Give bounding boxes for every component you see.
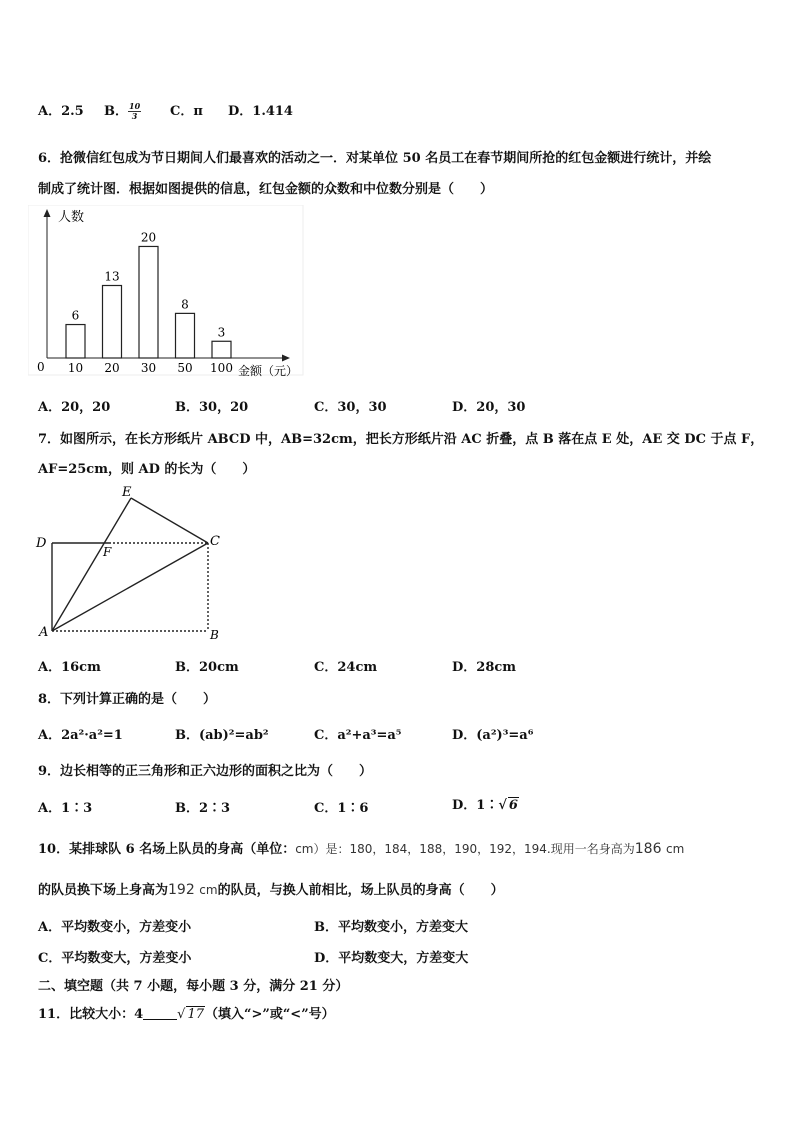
x-tick-label: 50 — [177, 361, 193, 375]
bar — [176, 313, 195, 358]
q7-option-c: C．24cm — [314, 660, 378, 675]
origin-label: 0 — [37, 360, 45, 374]
q5-option-a: A．2.5 — [38, 104, 84, 119]
label-d: D — [36, 536, 47, 551]
segment-ec — [131, 498, 208, 543]
x-axis-arrow — [282, 355, 290, 362]
data-label: 20 — [140, 230, 157, 245]
q11-suffix: （填入“>”或“<”号） — [204, 1007, 335, 1022]
unit-cm: cm — [295, 842, 314, 856]
fraction-denominator: 3 — [131, 111, 138, 121]
q9-stem: 9．边长相等的正三角形和正六边形的面积之比为（ ） — [38, 764, 373, 779]
label-a: A — [39, 625, 49, 640]
height-value: 192 — [168, 882, 195, 898]
bar — [139, 246, 158, 358]
radicand: 6 — [508, 798, 518, 813]
x-tick-label: 10 — [67, 361, 84, 375]
q6-stem-line2: 制成了统计图．根据如图提供的信息，红包金额的众数和中位数分别是（ ） — [38, 182, 494, 197]
y-axis-label: 人数 — [58, 210, 85, 225]
x-tick-label: 20 — [104, 361, 120, 375]
diagonal-ac — [52, 543, 208, 631]
sqrt-expression: √ 6 — [498, 798, 518, 813]
rectangle-fold-diagram — [30, 482, 230, 644]
q10-line2-prefix: 的队员换下场上身高为 — [38, 883, 169, 898]
q10-stem-line1 — [38, 838, 684, 857]
q8-option-a: A．2a²·a²=1 — [38, 728, 123, 743]
x-tick-label: 30 — [140, 361, 157, 375]
bar-chart — [28, 205, 318, 385]
q7-stem-line2: AF=25cm，则 AD 的长为（ ） — [38, 462, 256, 477]
section-title: 二、填空题（共 7 小题，每小题 3 分，满分 21 分） — [38, 979, 349, 994]
q10-option-a: A．平均数变小，方差变小 — [38, 920, 192, 935]
q9-option-d-prefix: D．1∶ — [452, 798, 499, 813]
data-label: 6 — [71, 308, 80, 323]
q6-option-a: A．20，20 — [38, 400, 111, 415]
q8-option-c: C．a²+a³=a⁵ — [314, 728, 402, 743]
q11-prefix: 11．比较大小：4 — [38, 1007, 144, 1022]
answer-blank[interactable] — [143, 1007, 177, 1020]
bar — [103, 286, 122, 359]
q7-stem-line1: 7．如图所示，在长方形纸片 ABCD 中，AB=32cm，把长方形纸片沿 AC 折叠，点 B 落在点 E 处，AE 交 DC 于点 F， — [38, 432, 764, 447]
label-c: C — [210, 534, 220, 549]
q5-option-b-prefix: B． — [104, 104, 128, 119]
x-axis-label: 金额（元） — [238, 364, 299, 378]
q8-stem: 8．下列计算正确的是（ ） — [38, 692, 217, 707]
q7-option-a: A．16cm — [38, 660, 101, 675]
q10-stem-line2 — [38, 879, 504, 898]
data-label: 3 — [217, 325, 226, 340]
q9-option-b: B．2∶3 — [175, 801, 231, 816]
radicand: 17 — [187, 1007, 204, 1022]
sqrt-expression: √ 17 — [177, 1007, 204, 1022]
data-label: 13 — [104, 269, 120, 284]
segment-ae — [52, 498, 131, 631]
q7-option-d: D．28cm — [452, 660, 517, 675]
label-f: F — [103, 545, 112, 559]
q5-option-d: D．1.414 — [228, 104, 293, 119]
fraction-numerator: 10 — [129, 101, 141, 111]
q5-option-c: C．π — [170, 104, 203, 119]
q6-option-b: B．30，20 — [175, 400, 249, 415]
q10-line1-prefix: 10．某排球队 6 名场上队员的身高（单位： — [38, 842, 296, 857]
q5-option-b-fraction — [128, 102, 141, 121]
unit-cm: cm — [666, 842, 685, 856]
unit-cm: cm — [199, 883, 218, 897]
height-value: 186 — [634, 841, 662, 857]
q10-option-d: D．平均数变大，方差变大 — [314, 951, 469, 966]
y-axis-arrow — [44, 209, 51, 217]
q6-option-c: C．30，30 — [314, 400, 387, 415]
q7-option-b: B．20cm — [175, 660, 239, 675]
q6-stem-line1: 6．抢微信红包成为节日期间人们最喜欢的活动之一．对某单位 50 名员工在春节期间所抢的红包金额进行统计，并绘 — [38, 151, 712, 166]
q9-option-d — [452, 794, 519, 813]
q9-option-c: C．1∶6 — [314, 801, 369, 816]
q6-option-d: D．20，30 — [452, 400, 526, 415]
q10-line2-suffix: 的队员，与换人前相比，场上队员的身高（ ） — [217, 883, 504, 898]
q8-option-d: D．(a²)³=a⁶ — [452, 728, 534, 743]
label-e: E — [122, 485, 132, 500]
bars-group — [66, 230, 233, 375]
q11-stem — [38, 1003, 335, 1022]
bar — [212, 341, 231, 358]
x-tick-label: 100 — [210, 361, 233, 375]
data-label: 8 — [181, 297, 189, 312]
q8-option-b: B．(ab)²=ab² — [175, 728, 269, 743]
bar — [66, 325, 85, 358]
q9-option-a: A．1∶3 — [38, 801, 93, 816]
q10-option-b: B．平均数变小，方差变大 — [314, 920, 468, 935]
q10-line1-mid: ）是：180，184，188，190，192，194.现用一名身高为 — [313, 842, 635, 856]
q5-option-b — [104, 100, 141, 121]
label-b: B — [210, 628, 219, 642]
q10-option-c: C．平均数变大，方差变小 — [38, 951, 192, 966]
